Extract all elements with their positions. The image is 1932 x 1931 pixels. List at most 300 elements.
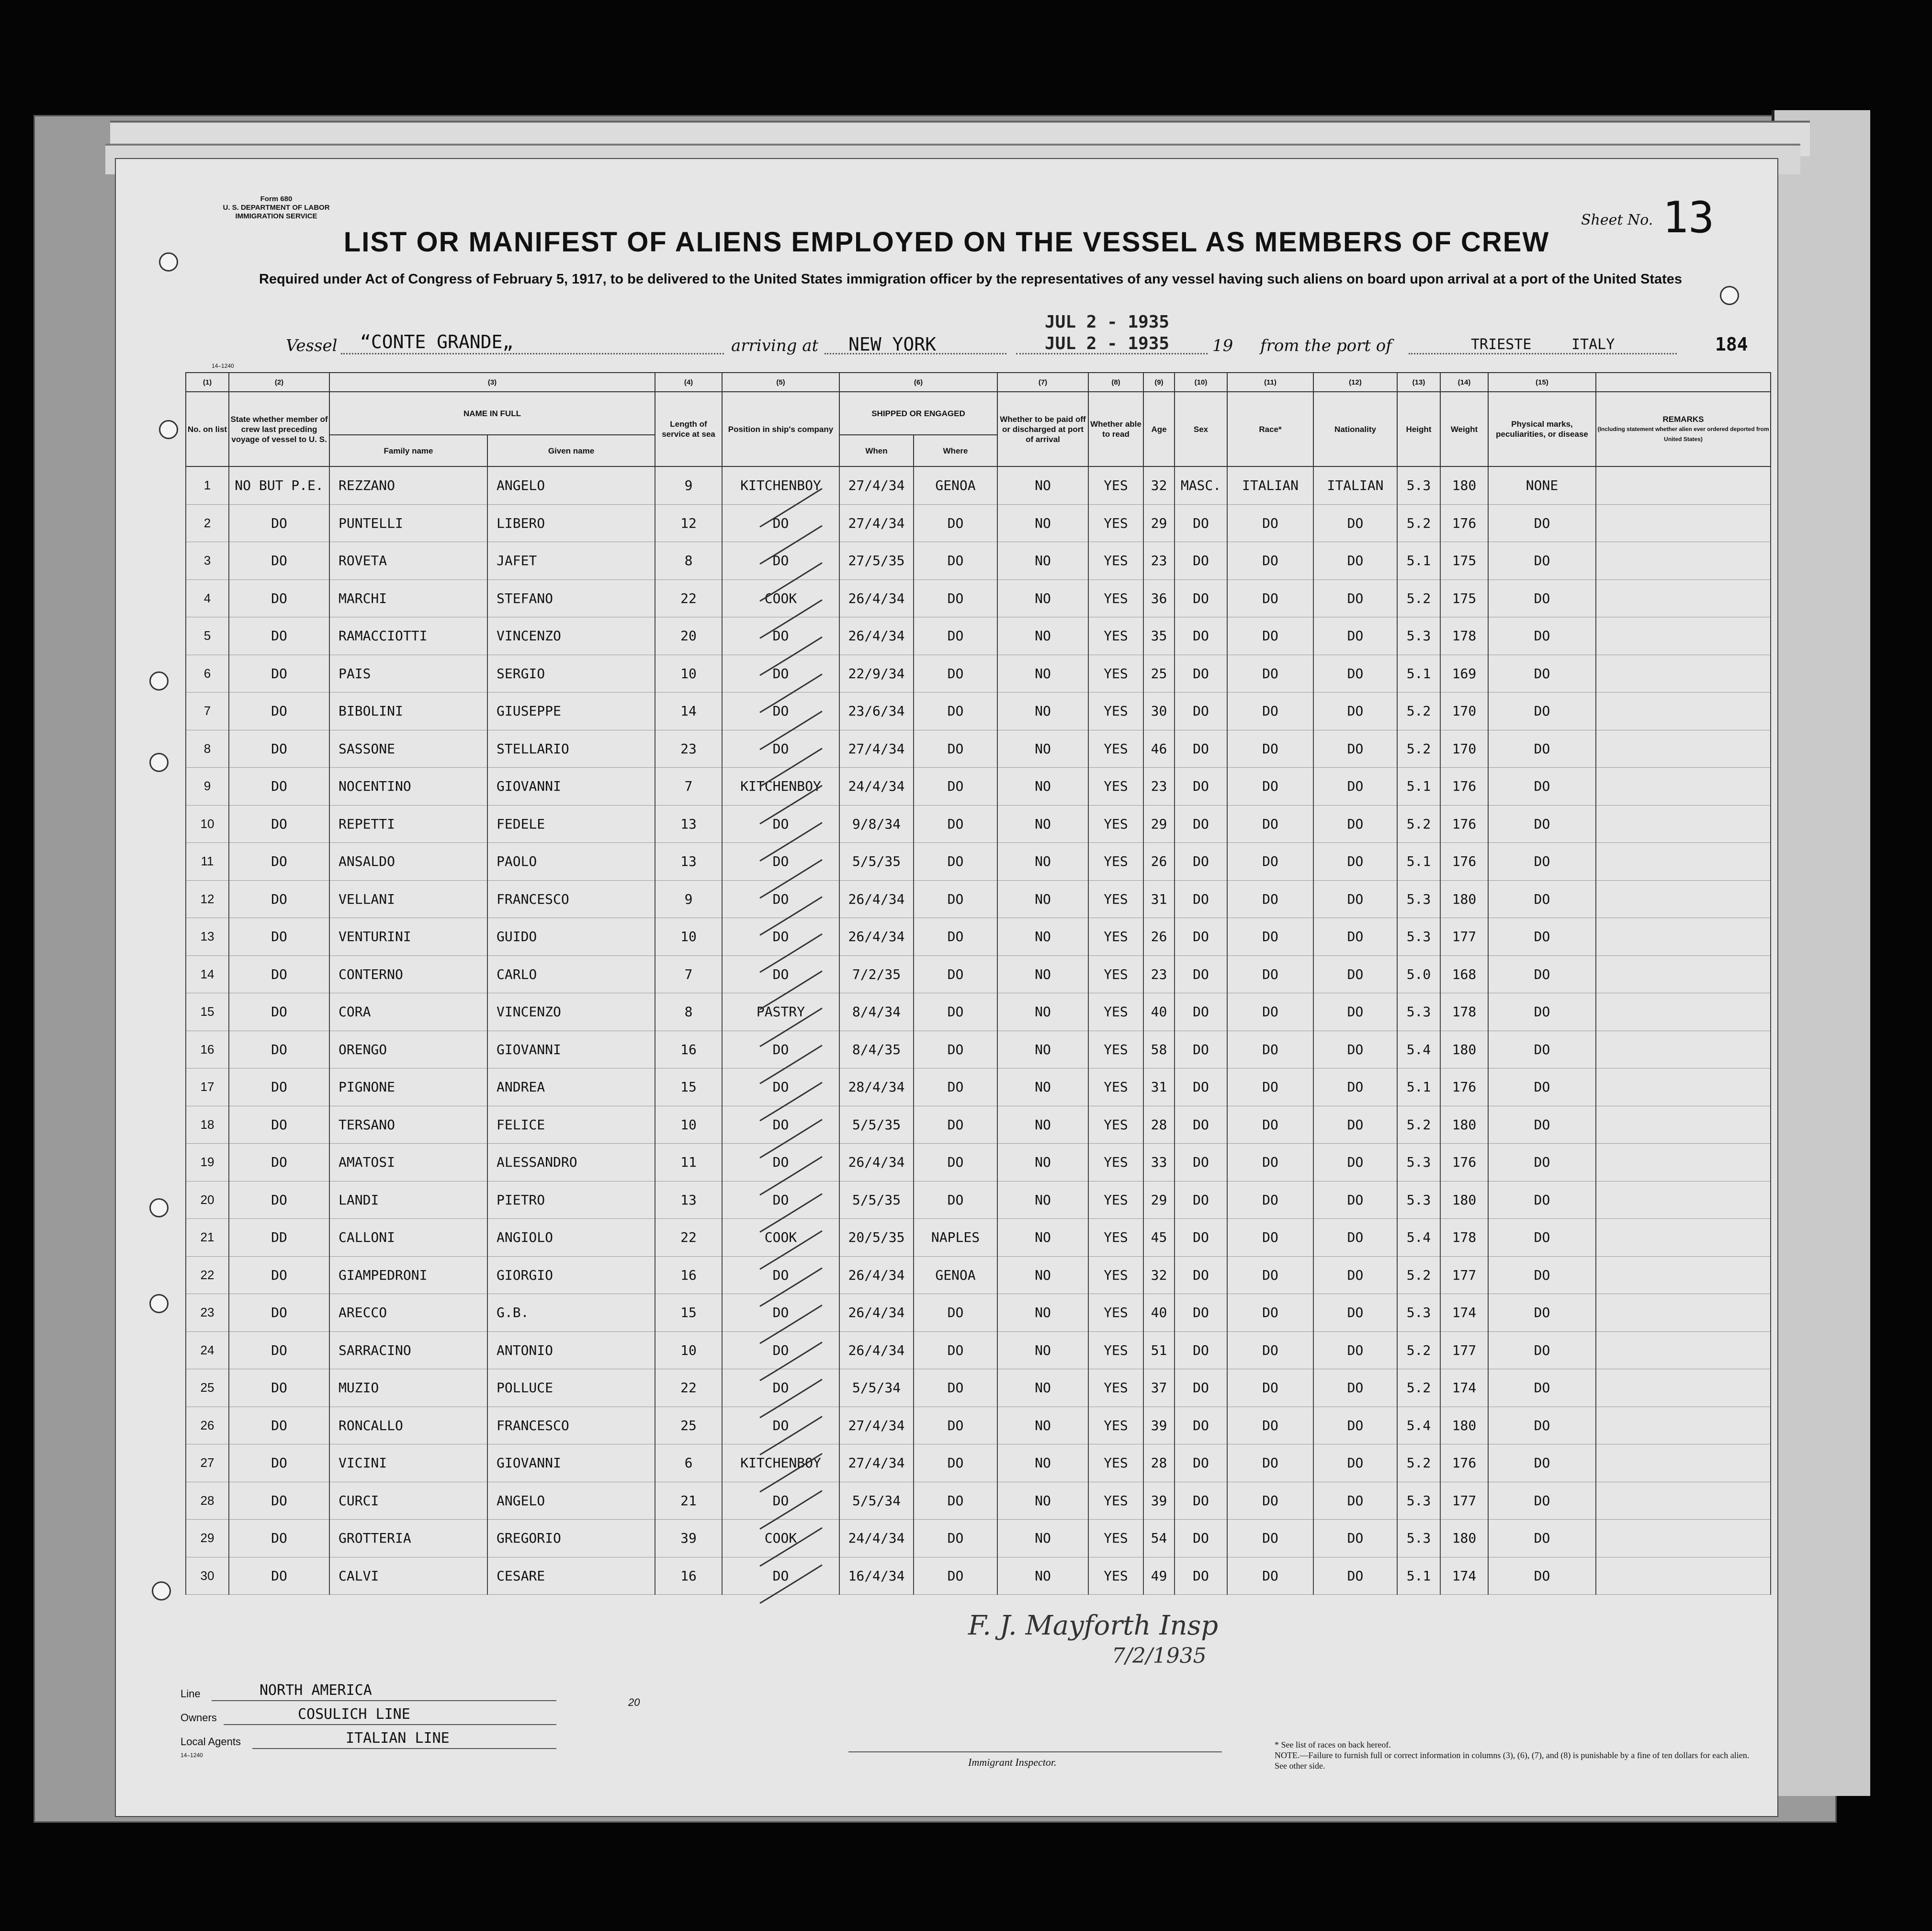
cell-previous-voyage: DO — [229, 1444, 329, 1482]
cell-previous-voyage: DO — [229, 1181, 329, 1219]
cell-physical-marks: DO — [1488, 1444, 1596, 1482]
cell-family-name: SARRACINO — [329, 1331, 487, 1369]
cell-physical-marks: DO — [1488, 542, 1596, 580]
cell-sex: DO — [1175, 693, 1227, 730]
cell-weight: 180 — [1440, 1407, 1488, 1444]
cell-age: 51 — [1143, 1331, 1175, 1369]
cell-position: DO — [722, 542, 839, 580]
cell-remarks — [1596, 655, 1771, 693]
cell-able-to-read: YES — [1088, 617, 1143, 655]
cell-able-to-read: YES — [1088, 843, 1143, 881]
cell-line-number: 14 — [186, 955, 229, 993]
cell-given-name: ALESSANDRO — [487, 1144, 655, 1181]
cell-given-name: JAFET — [487, 542, 655, 580]
cell-remarks — [1596, 805, 1771, 843]
cell-length-of-service: 9 — [655, 880, 722, 918]
cell-nationality: DO — [1313, 1256, 1397, 1294]
cell-paid-off: NO — [997, 1444, 1088, 1482]
col-num-1: (1) — [186, 373, 229, 392]
cell-shipped-where: DO — [914, 542, 997, 580]
margin-mark: 20 — [628, 1696, 640, 1708]
cell-shipped-when: 8/4/35 — [839, 1031, 914, 1068]
cell-given-name: ANGELO — [487, 466, 655, 504]
cell-paid-off: NO — [997, 655, 1088, 693]
cell-shipped-when: 5/5/35 — [839, 1106, 914, 1144]
cell-sex: DO — [1175, 768, 1227, 806]
cell-height: 5.3 — [1397, 880, 1440, 918]
cell-age: 40 — [1143, 1294, 1175, 1332]
table-row — [186, 993, 1771, 1031]
cell-race: DO — [1227, 504, 1313, 542]
punch-hole — [149, 671, 169, 691]
cell-remarks — [1596, 1181, 1771, 1219]
cell-given-name: ANDREA — [487, 1068, 655, 1106]
cell-paid-off: NO — [997, 1181, 1088, 1219]
cell-position: DO — [722, 1144, 839, 1181]
cell-race: DO — [1227, 1031, 1313, 1068]
cell-shipped-when: 26/4/34 — [839, 1331, 914, 1369]
cell-weight: 177 — [1440, 918, 1488, 956]
cell-weight: 176 — [1440, 768, 1488, 806]
cell-shipped-when: 26/4/34 — [839, 1256, 914, 1294]
cell-weight: 174 — [1440, 1557, 1488, 1595]
cell-remarks — [1596, 768, 1771, 806]
cell-shipped-where: DO — [914, 693, 997, 730]
cell-shipped-when: 5/5/35 — [839, 1181, 914, 1219]
cell-able-to-read: YES — [1088, 693, 1143, 730]
cell-shipped-when: 9/8/34 — [839, 805, 914, 843]
cell-shipped-when: 24/4/34 — [839, 1520, 914, 1557]
footer — [116, 1610, 1777, 1811]
cell-age: 37 — [1143, 1369, 1175, 1407]
cell-position: DO — [722, 1106, 839, 1144]
cell-able-to-read: YES — [1088, 918, 1143, 956]
cell-previous-voyage: DO — [229, 1106, 329, 1144]
cell-weight: 180 — [1440, 1031, 1488, 1068]
cell-sex: DO — [1175, 730, 1227, 768]
owners-value: COSULICH LINE — [298, 1706, 410, 1723]
cell-nationality: DO — [1313, 918, 1397, 956]
cell-paid-off: NO — [997, 805, 1088, 843]
cell-race: DO — [1227, 880, 1313, 918]
table-row — [186, 542, 1771, 580]
cell-physical-marks: DO — [1488, 1031, 1596, 1068]
cell-shipped-where: DO — [914, 1444, 997, 1482]
cell-remarks — [1596, 1106, 1771, 1144]
cell-given-name: POLLUCE — [487, 1369, 655, 1407]
cell-remarks — [1596, 1482, 1771, 1520]
cell-able-to-read: YES — [1088, 504, 1143, 542]
cell-previous-voyage: DO — [229, 955, 329, 993]
cell-shipped-where: GENOA — [914, 1256, 997, 1294]
cell-sex: DO — [1175, 1106, 1227, 1144]
cell-nationality: DO — [1313, 1482, 1397, 1520]
cell-nationality: DO — [1313, 1520, 1397, 1557]
owners-underline — [224, 1724, 556, 1725]
cell-family-name: VICINI — [329, 1444, 487, 1482]
cell-weight: 176 — [1440, 805, 1488, 843]
manifest-sheet — [115, 158, 1778, 1817]
cell-position: DO — [722, 1407, 839, 1444]
remarks-note: (Including statement whether alien ever ordered deported from United States) — [1597, 425, 1769, 443]
cell-length-of-service: 23 — [655, 730, 722, 768]
cell-position: DO — [722, 1256, 839, 1294]
cell-line-number: 9 — [186, 768, 229, 806]
col-num-13: (13) — [1397, 373, 1440, 392]
cell-position: PASTRY — [722, 993, 839, 1031]
cell-sex: DO — [1175, 1331, 1227, 1369]
cell-remarks — [1596, 542, 1771, 580]
cell-physical-marks: DO — [1488, 693, 1596, 730]
cell-remarks — [1596, 1444, 1771, 1482]
cell-shipped-where: DO — [914, 730, 997, 768]
cell-remarks — [1596, 1256, 1771, 1294]
cell-nationality: DO — [1313, 1144, 1397, 1181]
cell-age: 49 — [1143, 1557, 1175, 1595]
cell-shipped-where: DO — [914, 1181, 997, 1219]
cell-paid-off: NO — [997, 918, 1088, 956]
cell-position: DO — [722, 1181, 839, 1219]
cell-sex: DO — [1175, 579, 1227, 617]
cell-given-name: ANGIOLO — [487, 1219, 655, 1257]
crew-rows — [186, 466, 1771, 1595]
cell-nationality: DO — [1313, 1557, 1397, 1595]
cell-nationality: DO — [1313, 655, 1397, 693]
cell-able-to-read: YES — [1088, 1331, 1143, 1369]
cell-family-name: ANSALDO — [329, 843, 487, 881]
cell-nationality: DO — [1313, 1407, 1397, 1444]
table-row — [186, 805, 1771, 843]
cell-sex: DO — [1175, 805, 1227, 843]
cell-previous-voyage: DO — [229, 655, 329, 693]
cell-race: DO — [1227, 1068, 1313, 1106]
col-header-shipped: SHIPPED OR ENGAGED — [839, 392, 997, 435]
cell-weight: 170 — [1440, 730, 1488, 768]
cell-able-to-read: YES — [1088, 466, 1143, 504]
cell-sex: DO — [1175, 955, 1227, 993]
page-title: LIST OR MANIFEST OF ALIENS EMPLOYED ON THE VESSEL AS MEMBERS OF CREW — [343, 227, 1550, 258]
crew-table-wrap — [185, 372, 1770, 1665]
penalty-note: NOTE.—Failure to furnish full or correct information in columns (3), (6), (7), and (8) is punishable by a fine of ten dollars for each alien. See other side. — [1275, 1750, 1750, 1771]
cell-height: 5.2 — [1397, 1444, 1440, 1482]
table-row — [186, 918, 1771, 956]
cell-height: 5.2 — [1397, 1256, 1440, 1294]
cell-length-of-service: 13 — [655, 843, 722, 881]
cell-weight: 170 — [1440, 693, 1488, 730]
cell-nationality: DO — [1313, 617, 1397, 655]
cell-height: 5.3 — [1397, 466, 1440, 504]
cell-given-name: GIOVANNI — [487, 1444, 655, 1482]
cell-shipped-when: 27/4/34 — [839, 1444, 914, 1482]
vessel-label: Vessel — [286, 336, 338, 355]
cell-remarks — [1596, 955, 1771, 993]
cell-position: COOK — [722, 1520, 839, 1557]
col-header-when: When — [839, 435, 914, 466]
cell-position: COOK — [722, 579, 839, 617]
cell-paid-off: NO — [997, 880, 1088, 918]
table-row — [186, 504, 1771, 542]
punch-hole — [159, 420, 178, 439]
cell-length-of-service: 6 — [655, 1444, 722, 1482]
cell-paid-off: NO — [997, 617, 1088, 655]
cell-length-of-service: 10 — [655, 1106, 722, 1144]
cell-previous-voyage: DO — [229, 1557, 329, 1595]
cell-length-of-service: 22 — [655, 1369, 722, 1407]
cell-race: DO — [1227, 955, 1313, 993]
cell-age: 46 — [1143, 730, 1175, 768]
col-header-remarks — [1596, 392, 1771, 466]
cell-weight: 180 — [1440, 880, 1488, 918]
from-port-label: from the port of — [1260, 336, 1392, 355]
cell-age: 29 — [1143, 805, 1175, 843]
table-row — [186, 768, 1771, 806]
cell-previous-voyage: DO — [229, 1294, 329, 1332]
cell-paid-off: NO — [997, 1031, 1088, 1068]
cell-given-name: CARLO — [487, 955, 655, 993]
cell-previous-voyage: DO — [229, 993, 329, 1031]
col-header-name: NAME IN FULL — [329, 392, 655, 435]
cell-able-to-read: YES — [1088, 880, 1143, 918]
punch-hole — [152, 1581, 171, 1601]
cell-able-to-read: YES — [1088, 1219, 1143, 1257]
cell-paid-off: NO — [997, 504, 1088, 542]
cell-physical-marks: DO — [1488, 843, 1596, 881]
cell-line-number: 20 — [186, 1181, 229, 1219]
cell-nationality: DO — [1313, 504, 1397, 542]
cell-paid-off: NO — [997, 955, 1088, 993]
cell-family-name: RONCALLO — [329, 1407, 487, 1444]
cell-previous-voyage: DO — [229, 918, 329, 956]
cell-length-of-service: 13 — [655, 1181, 722, 1219]
cell-weight: 178 — [1440, 1219, 1488, 1257]
cell-shipped-where: DO — [914, 1369, 997, 1407]
cell-nationality: DO — [1313, 1031, 1397, 1068]
cell-family-name: PUNTELLI — [329, 504, 487, 542]
cell-shipped-where: DO — [914, 768, 997, 806]
cell-length-of-service: 8 — [655, 993, 722, 1031]
cell-line-number: 18 — [186, 1106, 229, 1144]
table-row — [186, 1144, 1771, 1181]
cell-previous-voyage: DO — [229, 617, 329, 655]
cell-weight: 178 — [1440, 993, 1488, 1031]
cell-given-name: FRANCESCO — [487, 880, 655, 918]
cell-weight: 180 — [1440, 1181, 1488, 1219]
cell-nationality: DO — [1313, 730, 1397, 768]
cell-sex: DO — [1175, 1068, 1227, 1106]
cell-shipped-when: 24/4/34 — [839, 768, 914, 806]
cell-length-of-service: 15 — [655, 1068, 722, 1106]
cell-length-of-service: 16 — [655, 1031, 722, 1068]
col-num-14: (14) — [1440, 373, 1488, 392]
cell-shipped-when: 5/5/34 — [839, 1369, 914, 1407]
cell-paid-off: NO — [997, 1294, 1088, 1332]
table-row — [186, 1407, 1771, 1444]
cell-shipped-when: 16/4/34 — [839, 1557, 914, 1595]
subtitle: Required under Act of Congress of February 5, 1917, to be delivered to the United States immigration officer by the representatives of any vessel having such aliens on board upon arrival at a port of the United States — [259, 272, 1683, 287]
cell-family-name: CORA — [329, 993, 487, 1031]
cell-remarks — [1596, 1407, 1771, 1444]
cell-previous-voyage: DO — [229, 805, 329, 843]
cell-given-name: VINCENZO — [487, 993, 655, 1031]
cell-nationality: DO — [1313, 579, 1397, 617]
table-row — [186, 466, 1771, 504]
cell-shipped-when: 26/4/34 — [839, 880, 914, 918]
cell-age: 32 — [1143, 466, 1175, 504]
cell-able-to-read: YES — [1088, 1256, 1143, 1294]
cell-family-name: TERSANO — [329, 1106, 487, 1144]
cell-sex: DO — [1175, 918, 1227, 956]
col-header-given-name: Given name — [487, 435, 655, 466]
cell-given-name: VINCENZO — [487, 617, 655, 655]
cell-shipped-where: GENOA — [914, 466, 997, 504]
cell-sex: DO — [1175, 1557, 1227, 1595]
cell-shipped-where: NAPLES — [914, 1219, 997, 1257]
cell-race: DO — [1227, 918, 1313, 956]
cell-remarks — [1596, 730, 1771, 768]
table-row — [186, 843, 1771, 881]
cell-nationality: DO — [1313, 693, 1397, 730]
cell-shipped-where: DO — [914, 579, 997, 617]
cell-shipped-when: 26/4/34 — [839, 918, 914, 956]
cell-line-number: 19 — [186, 1144, 229, 1181]
inspector-signature: F. J. Mayforth Insp — [968, 1610, 1219, 1641]
cell-remarks — [1596, 466, 1771, 504]
cell-height: 5.4 — [1397, 1219, 1440, 1257]
cell-line-number: 1 — [186, 466, 229, 504]
cell-race: DO — [1227, 993, 1313, 1031]
cell-physical-marks: DO — [1488, 1181, 1596, 1219]
cell-previous-voyage: DO — [229, 1407, 329, 1444]
cell-nationality: ITALIAN — [1313, 466, 1397, 504]
cell-nationality: DO — [1313, 1294, 1397, 1332]
cell-shipped-where: DO — [914, 1144, 997, 1181]
cell-shipped-when: 22/9/34 — [839, 655, 914, 693]
cell-family-name: REZZANO — [329, 466, 487, 504]
sheet-number: 13 — [1662, 193, 1715, 243]
cell-race: DO — [1227, 805, 1313, 843]
table-row — [186, 1557, 1771, 1595]
cell-physical-marks: DO — [1488, 1407, 1596, 1444]
cell-physical-marks: DO — [1488, 1256, 1596, 1294]
cell-family-name: RAMACCIOTTI — [329, 617, 487, 655]
form-department: U. S. DEPARTMENT OF LABOR — [223, 204, 330, 212]
cell-shipped-where: DO — [914, 617, 997, 655]
col-num-3: (3) — [329, 373, 655, 392]
cell-height: 5.2 — [1397, 693, 1440, 730]
cell-shipped-where: DO — [914, 1520, 997, 1557]
cell-sex: DO — [1175, 655, 1227, 693]
cell-remarks — [1596, 693, 1771, 730]
cell-paid-off: NO — [997, 1407, 1088, 1444]
punch-hole — [149, 1294, 169, 1313]
cell-height: 5.2 — [1397, 805, 1440, 843]
cell-length-of-service: 13 — [655, 805, 722, 843]
col-num-10: (10) — [1175, 373, 1227, 392]
cell-weight: 176 — [1440, 504, 1488, 542]
cell-paid-off: NO — [997, 1106, 1088, 1144]
table-row — [186, 1181, 1771, 1219]
cell-height: 5.2 — [1397, 579, 1440, 617]
cell-shipped-where: DO — [914, 880, 997, 918]
date-stamp: JUL 2 - 1935 — [1045, 334, 1170, 353]
races-note: * See list of races on back hereof. — [1275, 1740, 1391, 1749]
cell-sex: DO — [1175, 1520, 1227, 1557]
cell-physical-marks: DO — [1488, 1068, 1596, 1106]
cell-nationality: DO — [1313, 993, 1397, 1031]
table-row — [186, 655, 1771, 693]
cell-age: 28 — [1143, 1106, 1175, 1144]
arrival-port: NEW YORK — [848, 334, 937, 355]
cell-physical-marks: DO — [1488, 1369, 1596, 1407]
vessel-name: “CONTE GRANDE„ — [360, 331, 514, 352]
cell-paid-off: NO — [997, 1331, 1088, 1369]
cell-family-name: CALVI — [329, 1557, 487, 1595]
cell-shipped-where: DO — [914, 1407, 997, 1444]
cell-physical-marks: DO — [1488, 1294, 1596, 1332]
cell-family-name: AMATOSI — [329, 1144, 487, 1181]
cell-age: 39 — [1143, 1407, 1175, 1444]
cell-family-name: ORENGO — [329, 1031, 487, 1068]
cell-nationality: DO — [1313, 1219, 1397, 1257]
cell-race: DO — [1227, 730, 1313, 768]
cell-shipped-when: 5/5/35 — [839, 843, 914, 881]
cell-family-name: GIAMPEDRONI — [329, 1256, 487, 1294]
cell-position: DO — [722, 617, 839, 655]
line-value: NORTH AMERICA — [260, 1682, 372, 1699]
cell-given-name: GUIDO — [487, 918, 655, 956]
cell-sex: DO — [1175, 542, 1227, 580]
cell-line-number: 16 — [186, 1031, 229, 1068]
cell-length-of-service: 7 — [655, 768, 722, 806]
from-port: TRIESTE — [1471, 336, 1532, 353]
cell-remarks — [1596, 1520, 1771, 1557]
cell-position: DO — [722, 1031, 839, 1068]
cell-previous-voyage: DO — [229, 1068, 329, 1106]
cell-sex: DO — [1175, 1031, 1227, 1068]
cell-able-to-read: YES — [1088, 730, 1143, 768]
line-label: Line — [181, 1688, 201, 1700]
cell-able-to-read: YES — [1088, 768, 1143, 806]
cell-race: DO — [1227, 617, 1313, 655]
table-row — [186, 1068, 1771, 1106]
cell-age: 45 — [1143, 1219, 1175, 1257]
table-row — [186, 1256, 1771, 1294]
cell-shipped-where: DO — [914, 993, 997, 1031]
cell-shipped-where: DO — [914, 955, 997, 993]
cell-race: DO — [1227, 1520, 1313, 1557]
cell-line-number: 21 — [186, 1219, 229, 1257]
col-header-prev-voyage: State whether member of crew last preceding voyage of vessel to U. S. — [229, 392, 329, 466]
cell-family-name: NOCENTINO — [329, 768, 487, 806]
cell-line-number: 12 — [186, 880, 229, 918]
cell-height: 5.1 — [1397, 655, 1440, 693]
cell-race: DO — [1227, 1219, 1313, 1257]
cell-line-number: 15 — [186, 993, 229, 1031]
cell-given-name: LIBERO — [487, 504, 655, 542]
cell-shipped-where: DO — [914, 1106, 997, 1144]
cell-line-number: 7 — [186, 693, 229, 730]
cell-position: DO — [722, 1331, 839, 1369]
cell-given-name: FRANCESCO — [487, 1407, 655, 1444]
cell-previous-voyage: DO — [229, 1482, 329, 1520]
col-header-paid-off: Whether to be paid off or discharged at port of arrival — [997, 392, 1088, 466]
from-underline — [1409, 353, 1677, 354]
cell-able-to-read: YES — [1088, 1031, 1143, 1068]
cell-remarks — [1596, 1331, 1771, 1369]
cell-previous-voyage: DO — [229, 880, 329, 918]
cell-weight: 177 — [1440, 1482, 1488, 1520]
cell-family-name: VELLANI — [329, 880, 487, 918]
